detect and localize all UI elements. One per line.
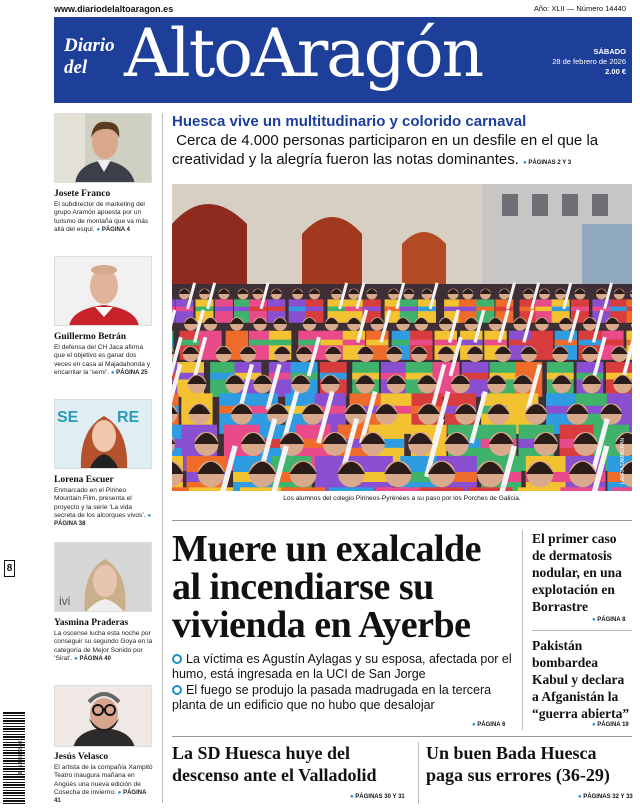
costume-stripe (610, 307, 628, 312)
masthead-day: SÁBADO (593, 47, 626, 56)
costume-stripe (484, 340, 506, 346)
masthead-date-block (552, 47, 626, 77)
costume-stripe (327, 307, 345, 312)
top-subtitle: Cerca de 4.000 personas participaron en un desfile en el que la creatividad y la alegría fueron las notas dominantes. ● PÁGINAS 2 Y 3 (172, 131, 632, 173)
masthead-price: 2.00 € (605, 67, 626, 76)
portrait-josete-franco (54, 113, 152, 183)
sidebar-item[interactable] (54, 542, 154, 663)
costume-stripe (555, 340, 577, 346)
sidebar-name: Yasmina Praderas (54, 618, 129, 628)
costume-stripe (418, 307, 436, 312)
costume-stripe (345, 307, 363, 312)
costume-stripe (267, 307, 285, 312)
costume-stripe (579, 340, 601, 346)
sidebar-name: Guillermo Betrán (54, 332, 127, 342)
page-ref[interactable]: ● PÁGINA 8 (592, 617, 625, 623)
sidebar-text: El artista de la compañía Xampitó Teatro inaugura mañana en Angüés una nueva edición de Cosecha de invierno. ● PÁGINA 41 (54, 764, 154, 805)
costume-stripe (410, 340, 432, 346)
costume-stripe (509, 340, 531, 346)
costume (611, 487, 632, 491)
costume-stripe (627, 307, 632, 312)
masthead-date: 28 de febrero de 2026 (552, 57, 626, 66)
lead-headline[interactable]: Muere un exalcalde al incendiarse su vivienda en Ayerbe (172, 528, 482, 646)
page-ref[interactable]: ● PÁGINA 40 (74, 656, 111, 662)
sidebar-name: Lorena Escuer (54, 475, 114, 485)
bottom-story-1[interactable]: La SD Huesca huye del descenso ante el Valladolid (172, 743, 377, 785)
sidebar-item[interactable] (54, 256, 154, 377)
right-story-2[interactable]: Pakistán bombardea Kabul y declara a Afganistán la “guerra abierta” (532, 638, 630, 721)
sidebar-text: El defensa del CH Jaca afirma que el objetivo es ganar dos veces en casa al Majadahonda y encarrilar la ‘semi’. ● PÁGINA 25 (54, 344, 154, 377)
costume (420, 487, 464, 491)
costume-stripe (476, 307, 494, 312)
photo-caption: Los alumnos del colegio Pirineos-Pyrénées a su paso por los Porches de Galicia. (283, 495, 521, 502)
sidebar-item[interactable] (54, 685, 154, 805)
svg-text:SE: SE (57, 409, 79, 426)
page-ref[interactable]: ● PÁGINA 25 (111, 370, 148, 376)
costume-stripe (226, 340, 248, 346)
page-ref[interactable]: ● PÁGINA 6 (472, 722, 505, 728)
costume-stripe (180, 340, 202, 346)
costume (281, 487, 325, 491)
costume-stripe (320, 340, 342, 346)
costume-stripe (306, 307, 324, 312)
costume (518, 487, 562, 491)
costume-stripe (249, 307, 267, 312)
column-divider (522, 530, 523, 730)
portrait-lorena-escuer (54, 399, 152, 469)
costume-stripe (175, 307, 193, 312)
page-ref[interactable]: ● PÁGINA 41 (54, 790, 146, 804)
sidebar-text: Enmarcado en el Pirineo Mountain Film, presenta el proyecto y la serie ‘La vida secreta de los alcorques vivos’. ● PÁGINA 38 (54, 487, 154, 528)
section-number: 8 (4, 560, 15, 577)
costume-stripe (366, 340, 388, 346)
bullet-icon (172, 685, 182, 695)
portrait-guillermo-betran (54, 256, 152, 326)
costume-stripe (520, 307, 538, 312)
svg-text:RE: RE (117, 409, 140, 426)
rule (532, 630, 632, 631)
bottom-story-2[interactable]: Un buen Bada Huesca paga sus errores (36-29) (426, 743, 610, 785)
masthead-title: AltoAragón (124, 17, 483, 92)
issue-number: Año: XLII — Número 14440 (533, 4, 626, 13)
svg-text:LAURA ZAMBORÁN: LAURA ZAMBORÁN (620, 437, 626, 484)
costume-stripe (459, 307, 477, 312)
costume-stripe (215, 307, 233, 312)
costume (329, 487, 373, 491)
right-story-1[interactable]: El primer caso de dermatosis nodular, en una explotación en Borrastre (532, 531, 622, 614)
column-divider (162, 113, 163, 803)
costume-stripe (172, 340, 173, 346)
rule (172, 520, 632, 521)
svg-text:ivi: ivi (59, 594, 71, 608)
bullet-icon (172, 654, 182, 664)
costume-stripe (535, 307, 553, 312)
carnival-photo (172, 184, 632, 491)
costume (376, 487, 420, 491)
sidebar-item[interactable] (54, 399, 154, 528)
costume-stripe (249, 340, 271, 346)
page-ref[interactable]: ● PÁGINAS 30 Y 31 (350, 794, 405, 800)
costume-stripe (269, 340, 291, 346)
page-ref[interactable]: ● PÁGINA 19 (592, 722, 629, 728)
sidebar-name: Josete Franco (54, 189, 111, 199)
page-ref[interactable]: ● PÁGINA 38 (54, 513, 151, 527)
top-headline[interactable]: Huesca vive un multitudinario y colorido carnaval (172, 113, 527, 130)
costume-stripe (495, 307, 513, 312)
sidebar-item[interactable] (54, 113, 154, 234)
rule (172, 736, 632, 737)
sidebar-name: Jesús Velasco (54, 752, 109, 762)
lead-bullet-2: El fuego se produjo la pasada madrugada en la tercera planta de un edificio que no hubo que desalojar (172, 683, 492, 712)
page-ref[interactable]: ● PÁGINAS 32 Y 33 (578, 794, 633, 800)
costume-stripe (531, 340, 553, 346)
costume-stripe (460, 340, 482, 346)
sidebar-text: La oscense lucha esta noche por conseguir su segundo Goya en la categoría de Mejor Sonido por ‘Sirat’. ● PÁGINA 40 (54, 630, 154, 663)
sidebar-text: El subdirector de marketing del grupo Aramón apuesta por un turismo de montaña que va más allá del esquí. ● PÁGINA 4 (54, 201, 154, 234)
site-url[interactable]: www.diariodelaltoaragon.es (54, 4, 174, 14)
portrait-jesus-velasco (54, 685, 152, 747)
portrait-yasmina-praderas (54, 542, 152, 612)
page-ref[interactable]: ● PÁGINA 4 (97, 227, 130, 233)
barcode-number: 8 413958 554011 (18, 735, 24, 775)
costume-stripe (343, 340, 365, 346)
costume-stripe (552, 307, 570, 312)
lead-bullet-1: La víctima es Agustín Aylagas y su esposa, afectada por el humo, está ingresada en la UCI de San Jorge (172, 652, 512, 681)
masthead-prefix: Diario del (64, 35, 115, 78)
masthead (54, 17, 632, 103)
column-divider (418, 742, 419, 804)
costume-stripe (289, 307, 307, 312)
costume-stripe (400, 307, 418, 312)
costume-stripe (435, 340, 457, 346)
page-ref[interactable]: ● PÁGINAS 2 Y 3 (523, 160, 571, 166)
